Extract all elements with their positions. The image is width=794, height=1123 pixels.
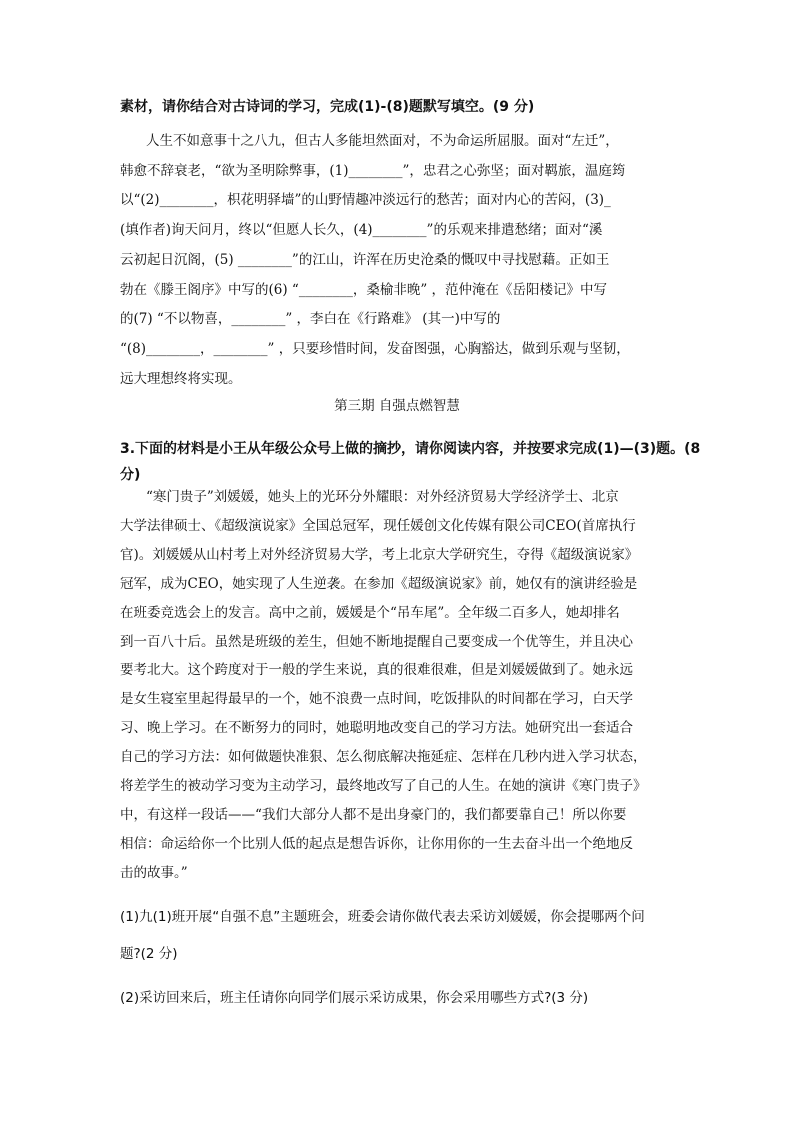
passage-line: 以“(2)________，枳花明驿墙”的山野情趣冲淡远行的愁苦；面对内心的苦闷，(3)_ bbox=[120, 192, 611, 209]
passage-line: 远大理想终将实现。 bbox=[120, 370, 242, 387]
passage-line: 习、晚上学习。在不断努力的同时，她聪明地改变自己的学习方法。她研究出一套适合 bbox=[120, 720, 633, 737]
passage-line: 是女生寝室里起得最早的一个，她不浪费一点时间，吃饭排队的时间都在学习，白天学 bbox=[120, 691, 633, 708]
passage-line: 韩愈不辞衰老，“欲为圣明除弊事，(1)________”，忠君之心弥坚；面对羁旅，温庭筠 bbox=[120, 162, 626, 179]
section3-instruction-line2: 分) bbox=[120, 467, 141, 483]
question-1-line2: 题?(2 分) bbox=[120, 946, 178, 962]
passage-line: 冠军，成为CEO，她实现了人生逆袭。在参加《超级演说家》前，她仅有的演讲经验是 bbox=[120, 575, 638, 592]
passage-line: 的(7) “不以物喜，________” ，李白在《行路难》 (其一)中写的 bbox=[120, 311, 501, 328]
passage-line: 自己的学习方法：如何做题快准狠、怎么彻底解决拖延症、怎样在几秒内进入学习状态， bbox=[120, 749, 647, 766]
passage-line: 在班委竞选会上的发言。高中之前，媛媛是个“吊车尾”。全年级二百多人，她却排名 bbox=[120, 604, 620, 621]
passage-line: 官)。刘媛媛从山村考上对外经济贸易大学，考上北京大学研究生，夺得《超级演说家》 bbox=[120, 546, 639, 563]
passage-line: “(8)________，________” ，只要珍惜时间，发奋图强，心胸豁达，做到乐观与坚韧， bbox=[120, 340, 630, 357]
passage-line: 击的故事。” bbox=[120, 864, 188, 881]
passage-line: 相信：命运给你一个比别人低的起点是想告诉你，让你用你的一生去奋斗出一个绝地反 bbox=[120, 835, 633, 852]
passage-line: 要考北大。这个跨度对于一般的学生来说，真的很难很难，但是刘媛媛做到了。她永远 bbox=[120, 662, 633, 679]
section1-instruction: 素材，请你结合对古诗词的学习，完成(1)-(8)题默写填空。(9 分) bbox=[120, 99, 535, 115]
section-title: 第三期 自强点燃智慧 bbox=[334, 398, 460, 414]
passage-line: 云初起日沉阁，(5) ________”的江山，许浑在历史沧桑的慨叹中寻找慰藉。正如王 bbox=[120, 251, 610, 268]
passage-line: (填作者)询天问月，终以“但愿人长久，(4)________”的乐观来排遣愁绪；面对“溪 bbox=[120, 222, 603, 239]
question-1-line1: (1)九(1)班开展“自强不息”主题班会，班委会请你做代表去采访刘媛媛，你会提哪两个问 bbox=[120, 909, 645, 925]
passage-line: 人生不如意事十之八九，但古人多能坦然面对，不为命运所屈服。面对“左迁”， bbox=[146, 133, 619, 149]
question-2: (2)采访回来后，班主任请你向同学们展示采访成果，你会采用哪些方式?(3 分) bbox=[120, 990, 589, 1006]
passage-line: “寒门贵子”刘媛媛，她头上的光环分外耀眼：对外经济贸易大学经济学士、北京 bbox=[146, 489, 619, 505]
passage-line: 将差学生的被动学习变为主动学习，最终地改写了自己的人生。在她的演讲《寒门贵子》 bbox=[120, 778, 647, 794]
section3-instruction-line1: 3.下面的材料是小王从年级公众号上做的摘抄，请你阅读内容，并按要求完成(1)—(3)题。(8 bbox=[120, 441, 701, 457]
passage-line: 中，有这样一段话——“我们大部分人都不是出身豪门的，我们都要靠自己！所以你要 bbox=[120, 806, 627, 823]
passage-line: 到一百八十后。虽然是班级的差生，但她不断地提醒自己要变成一个优等生，并且决心 bbox=[120, 633, 633, 650]
passage-line: 大学法律硕士、《超级演说家》全国总冠军，现任媛创文化传媒有限公司CEO(首席执行 bbox=[120, 517, 636, 534]
passage-line: 勃在《滕王阁序》中写的(6) “________，桑榆非晚” ，范仲淹在《岳阳楼记》中写 bbox=[120, 281, 608, 298]
